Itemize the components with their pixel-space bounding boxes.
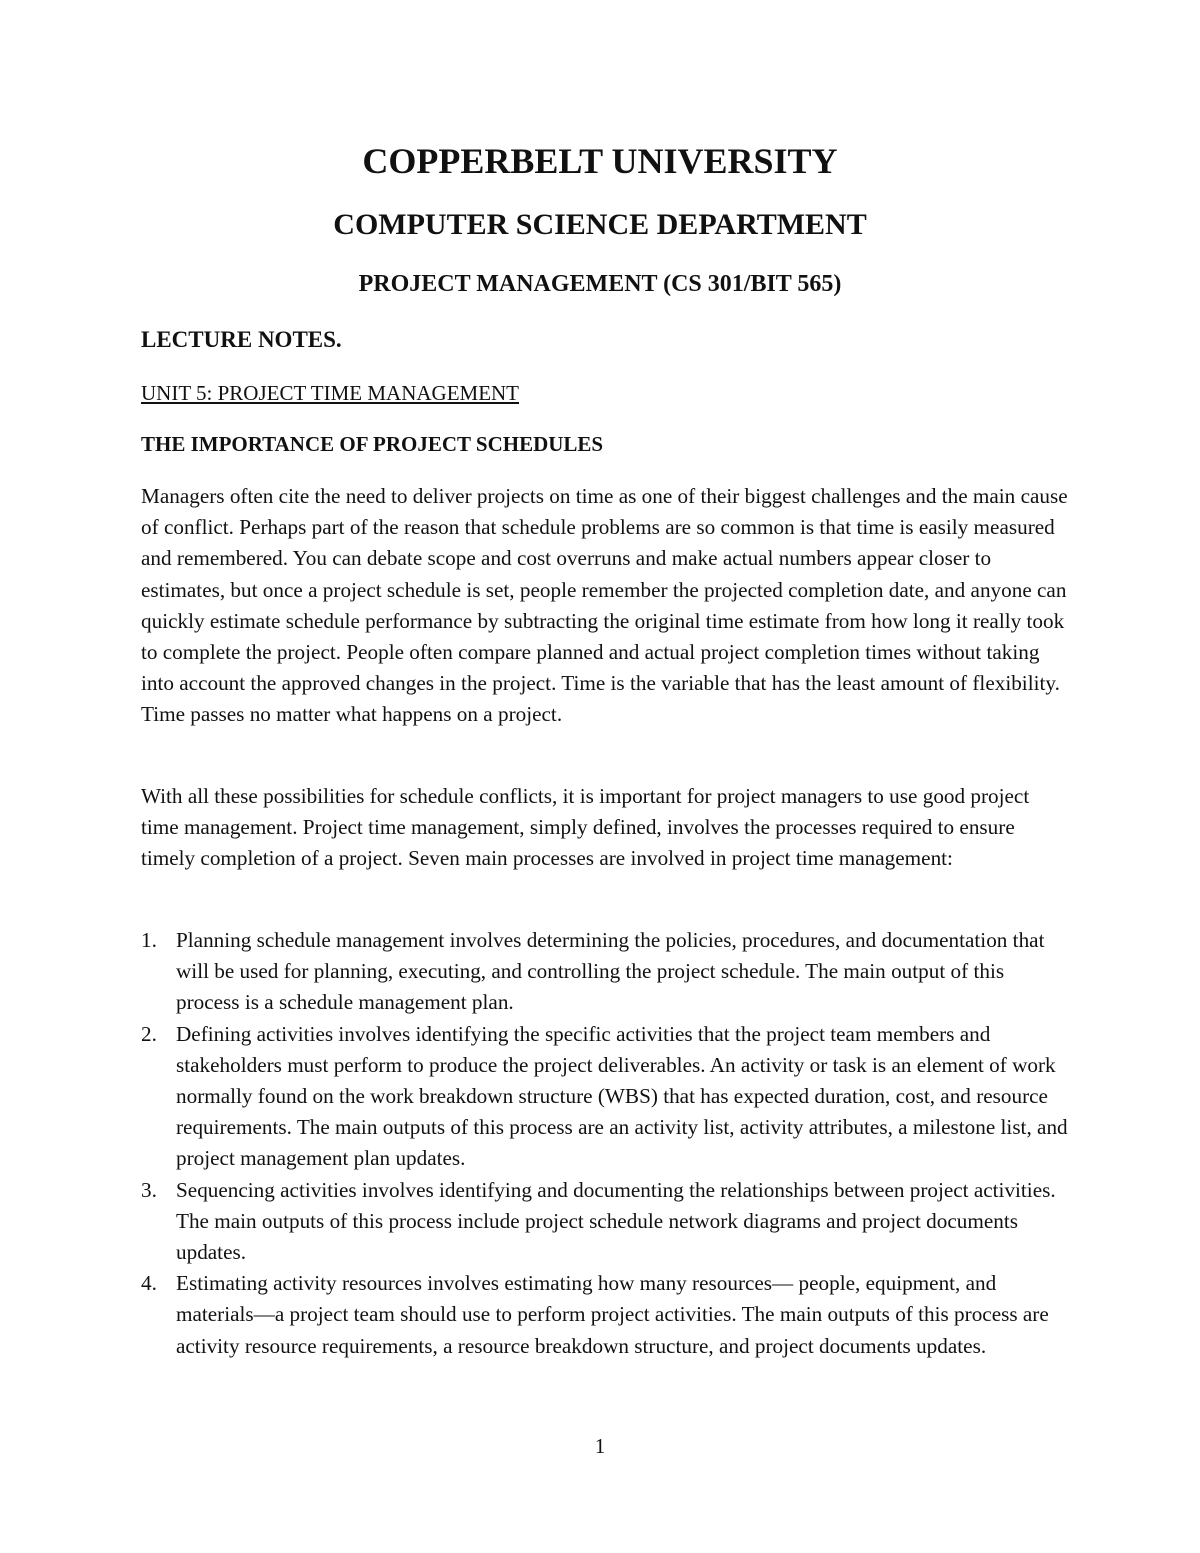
list-item: [141, 925, 1071, 1019]
paragraph-schedule-importance: Managers often cite the need to deliver projects on time as one of their biggest challenges and the main cause of conflict. Perhaps part of the reason that schedule problems are so common is that time is easily measured and remembered. You can debate scope and cost overruns and make actual numbers appear closer to estimates, but once a project schedule is set, people remember the projected completion date, and anyone can quickly estimate schedule performance by subtracting the original time estimate from how long it really took to complete the project. People often compare planned and actual project completion times without taking into account the approved changes in the project. Time is the variable that has the least amount of flexibility. Time passes no matter what happens on a project.: [141, 484, 1068, 727]
list-item: [141, 1268, 1071, 1362]
university-title: COPPERBELT UNIVERSITY: [362, 141, 838, 181]
list-item-text: Planning schedule management involves determining the policies, procedures, and documentation that will be used for planning, executing, and controlling the project schedule. The main output of this process is a schedule management plan.: [176, 928, 1045, 1015]
list-item-number: 2.: [141, 1021, 157, 1046]
list-item-number: 4.: [141, 1271, 157, 1296]
list-item-text: Estimating activity resources involves estimating how many resources— people, equipment, and materials—a project team should use to perform project activities. The main outputs of this process are activity resource requirements, a resource breakdown structure, and project documents updates.: [176, 1271, 1049, 1358]
department-title: COMPUTER SCIENCE DEPARTMENT: [333, 208, 867, 241]
process-list: [141, 925, 1071, 1362]
list-item-number: 1.: [141, 928, 157, 952]
list-item: [141, 1175, 1071, 1269]
list-item-number: 3.: [141, 1177, 157, 1202]
list-item-text: Defining activities involves identifying the specific activities that the project team members and stakeholders must perform to produce the project deliverables. An activity or task is an element of work normally found on the work breakdown structure (WBS) that has expected duration, cost, and resource requirements. The main outputs of this process are an activity list, activity attributes, a milestone list, and project management plan updates.: [176, 1021, 1068, 1171]
lecture-notes-heading: LECTURE NOTES.: [141, 327, 342, 352]
paragraph-time-management: With all these possibilities for schedule conflicts, it is important for project managers to use good project time management. Project time management, simply defined, involves the processes required to ensure timely completion of a project. Seven main processes are involved in project time management:: [141, 784, 1030, 871]
course-title: PROJECT MANAGEMENT (CS 301/BIT 565): [358, 271, 842, 297]
unit-heading: UNIT 5: PROJECT TIME MANAGEMENT: [141, 381, 520, 405]
section-heading: THE IMPORTANCE OF PROJECT SCHEDULES: [141, 432, 604, 456]
page-number: 1: [594, 1434, 606, 1458]
list-item: [141, 1019, 1071, 1175]
list-item-text: Sequencing activities involves identifying and documenting the relationships between project activities. The main outputs of this process include project schedule network diagrams and project documents updates.: [176, 1177, 1056, 1265]
